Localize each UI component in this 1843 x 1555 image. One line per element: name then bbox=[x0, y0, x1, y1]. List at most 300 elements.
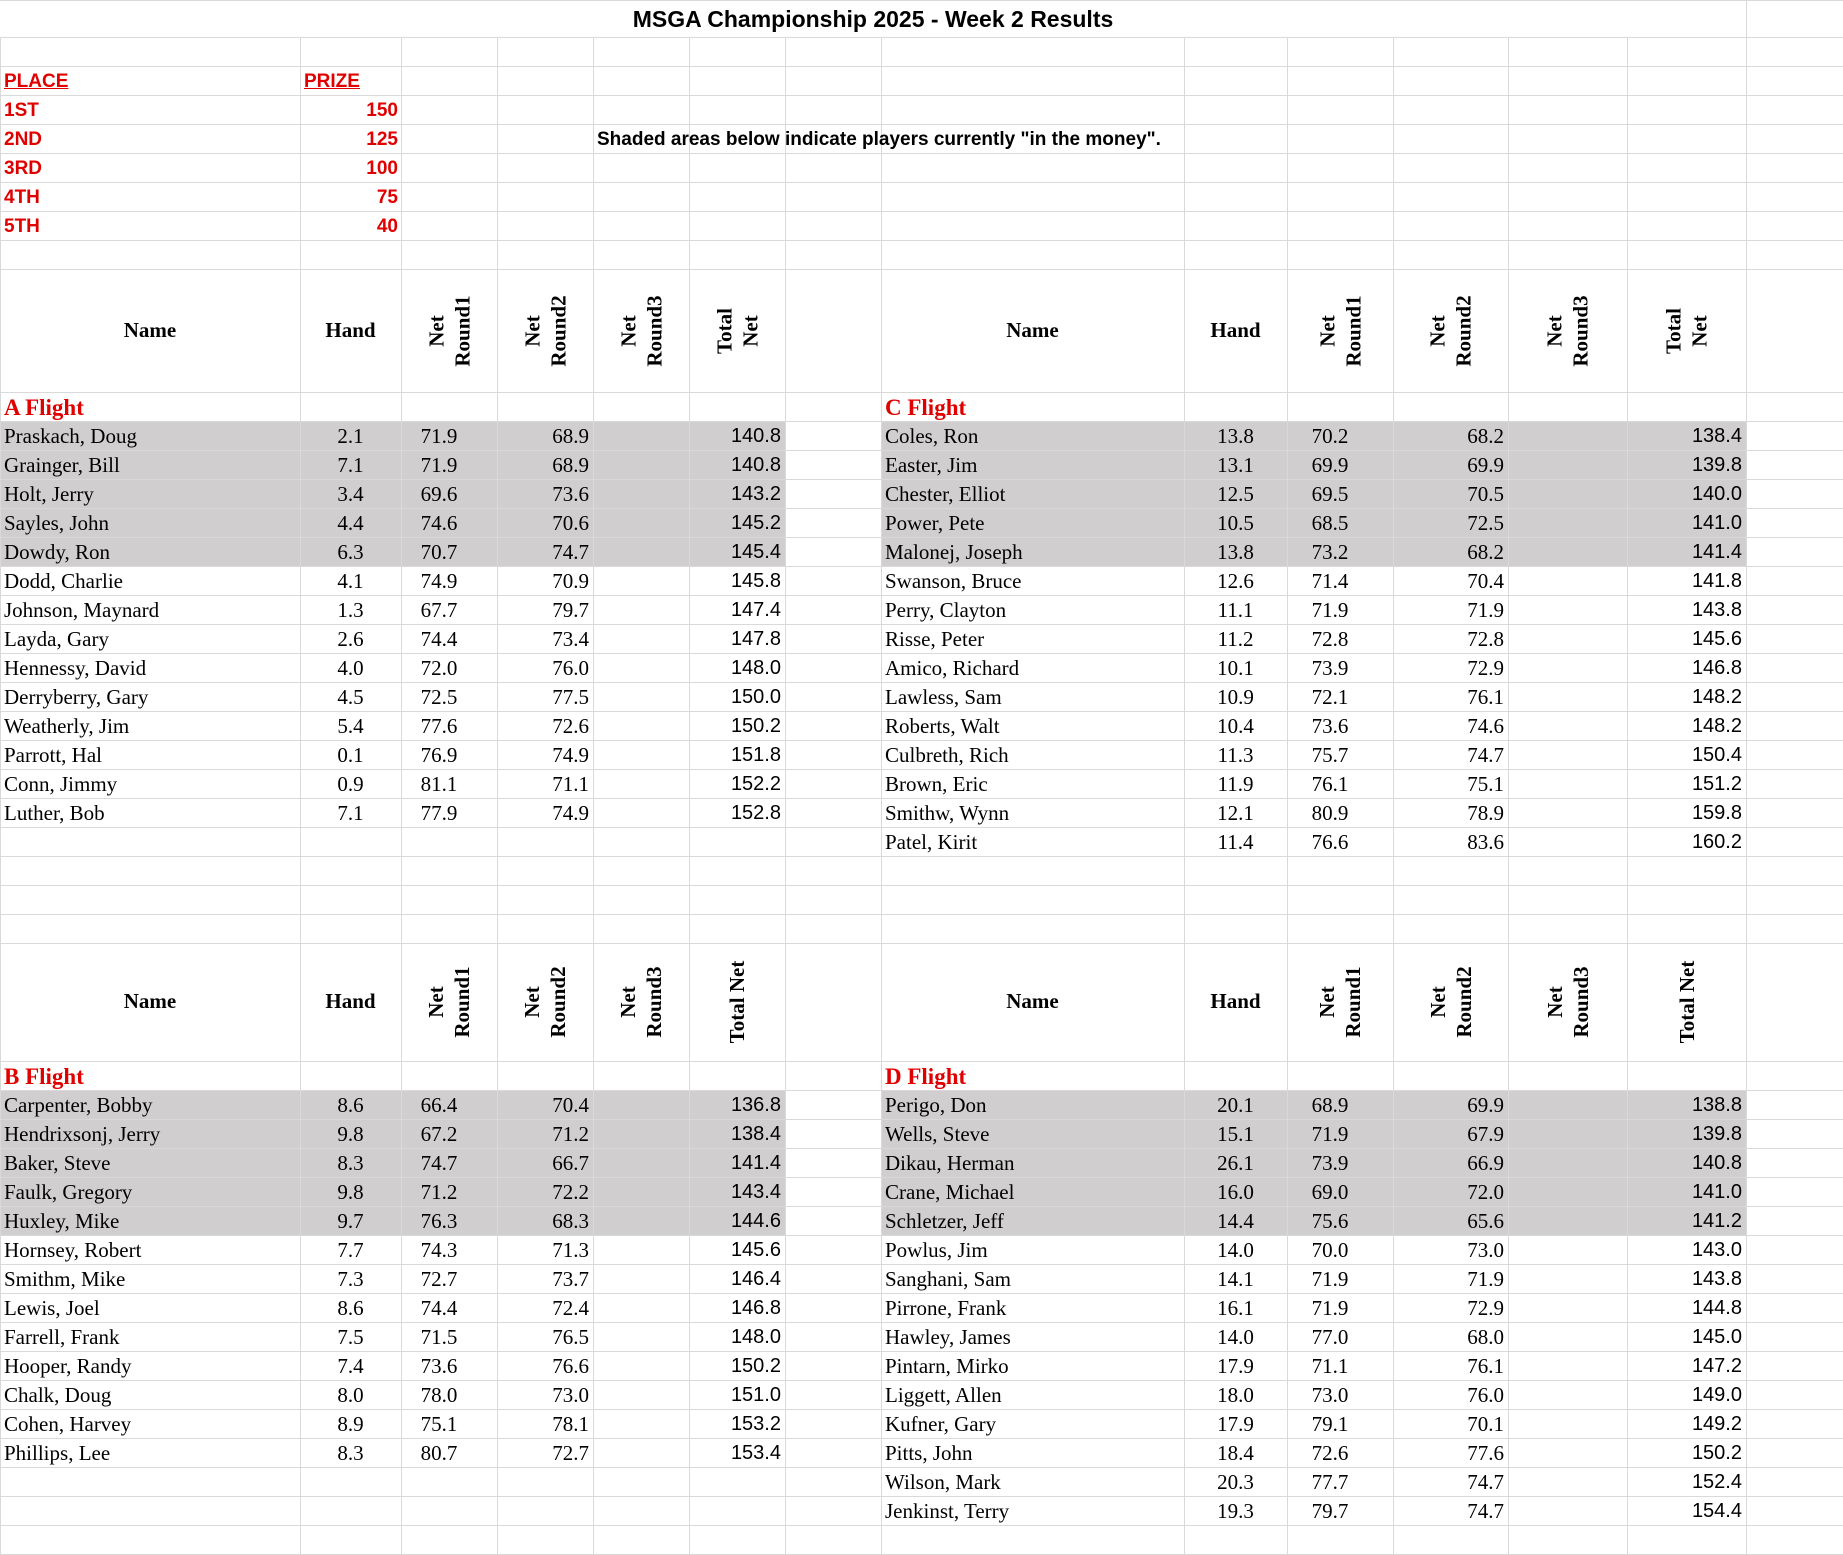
player-hand: 11.2 bbox=[1217, 627, 1254, 651]
player-total-net: 136.8 bbox=[730, 1094, 781, 1116]
player-net-round1: 74.9 bbox=[420, 569, 458, 593]
player-net-round2: 73.4 bbox=[552, 627, 589, 651]
player-total-net: 150.0 bbox=[730, 686, 781, 708]
player-net-round1: 69.5 bbox=[1311, 482, 1349, 506]
gridline-h bbox=[0, 885, 1843, 886]
player-name: Praskach, Doug bbox=[4, 424, 137, 448]
header-line: Net bbox=[616, 986, 640, 1018]
player-total-net: 151.8 bbox=[730, 744, 781, 766]
player-hand: 18.0 bbox=[1217, 1383, 1254, 1407]
player-net-round2: 71.3 bbox=[552, 1238, 589, 1262]
player-hand: 4.4 bbox=[337, 511, 364, 535]
player-net-round2: 72.2 bbox=[552, 1180, 589, 1204]
flight-label: B Flight bbox=[4, 1064, 84, 1089]
gridline-h bbox=[0, 769, 1843, 770]
gridline-h bbox=[0, 1119, 1843, 1120]
player-total-net: 146.8 bbox=[730, 1297, 781, 1319]
player-hand: 8.3 bbox=[337, 1441, 364, 1465]
gridline-v bbox=[1508, 37, 1509, 1554]
header-line: Net bbox=[1315, 314, 1339, 347]
player-hand: 4.5 bbox=[337, 685, 364, 709]
player-net-round2: 70.4 bbox=[552, 1093, 589, 1117]
prize-3: 100 bbox=[366, 158, 398, 179]
player-total-net: 140.8 bbox=[1691, 1152, 1742, 1174]
player-name: Wilson, Mark bbox=[885, 1470, 1001, 1494]
gridline-h bbox=[0, 711, 1843, 712]
header-line: Net bbox=[1542, 314, 1567, 347]
flight-label: C Flight bbox=[885, 395, 967, 420]
gridline-h bbox=[0, 479, 1843, 480]
player-total-net: 145.6 bbox=[1691, 628, 1742, 650]
header-net-round1 bbox=[1310, 273, 1370, 388]
header-total-net bbox=[1657, 273, 1717, 388]
player-name: Pitts, John bbox=[885, 1441, 973, 1465]
header-net-round3 bbox=[611, 947, 671, 1057]
player-net-round2: 73.0 bbox=[552, 1383, 589, 1407]
player-net-round2: 76.0 bbox=[552, 656, 589, 680]
header-net-round2 bbox=[515, 273, 575, 388]
player-name: Huxley, Mike bbox=[4, 1209, 120, 1233]
player-hand: 15.1 bbox=[1217, 1122, 1254, 1146]
gridline-h bbox=[0, 1090, 1843, 1091]
player-name: Wells, Steve bbox=[885, 1122, 990, 1146]
player-total-net: 140.8 bbox=[730, 425, 781, 447]
player-total-net: 147.8 bbox=[730, 628, 781, 650]
player-net-round1: 72.5 bbox=[420, 685, 458, 709]
player-net-round1: 77.6 bbox=[420, 714, 458, 738]
gridline-h bbox=[0, 124, 1843, 125]
player-net-round2: 70.5 bbox=[1467, 482, 1504, 506]
player-hand: 17.9 bbox=[1217, 1354, 1254, 1378]
player-net-round1: 73.9 bbox=[1311, 1151, 1349, 1175]
player-name: Dodd, Charlie bbox=[4, 569, 123, 593]
player-total-net: 141.8 bbox=[1691, 570, 1742, 592]
player-hand: 4.1 bbox=[337, 569, 364, 593]
header-net-round1 bbox=[419, 947, 479, 1057]
player-net-round2: 71.9 bbox=[1467, 1267, 1504, 1291]
player-name: Carpenter, Bobby bbox=[4, 1093, 153, 1117]
header-line: Total bbox=[1661, 307, 1686, 354]
player-net-round1: 72.1 bbox=[1311, 685, 1349, 709]
player-name: Brown, Eric bbox=[885, 772, 988, 796]
player-hand: 9.7 bbox=[337, 1209, 364, 1233]
player-name: Jenkinst, Terry bbox=[885, 1499, 1010, 1523]
player-net-round2: 71.9 bbox=[1467, 598, 1504, 622]
gridline-v bbox=[0, 37, 1, 1554]
player-net-round2: 77.5 bbox=[552, 685, 589, 709]
player-net-round2: 65.6 bbox=[1467, 1209, 1504, 1233]
header-line: Round1 bbox=[450, 294, 474, 367]
gridline-h bbox=[0, 1438, 1843, 1439]
gridline-h bbox=[0, 1177, 1843, 1178]
player-hand: 7.4 bbox=[337, 1354, 364, 1378]
player-total-net: 145.2 bbox=[730, 512, 781, 534]
player-net-round1: 76.1 bbox=[1311, 772, 1349, 796]
gridline-h bbox=[0, 240, 1843, 241]
gridline-h bbox=[0, 1061, 1843, 1062]
player-net-round1: 73.9 bbox=[1311, 656, 1349, 680]
player-hand: 20.3 bbox=[1217, 1470, 1254, 1494]
player-name: Malonej, Joseph bbox=[885, 540, 1023, 564]
player-total-net: 147.4 bbox=[730, 599, 781, 621]
player-hand: 0.1 bbox=[337, 743, 364, 767]
player-name: Perigo, Don bbox=[885, 1093, 987, 1117]
player-name: Chalk, Doug bbox=[4, 1383, 112, 1407]
player-total-net: 152.8 bbox=[730, 802, 781, 824]
player-net-round2: 74.7 bbox=[1467, 743, 1504, 767]
player-net-round2: 68.9 bbox=[552, 424, 589, 448]
player-net-round2: 70.6 bbox=[552, 511, 589, 535]
player-total-net: 149.2 bbox=[1691, 1413, 1742, 1435]
player-name: Hornsey, Robert bbox=[4, 1238, 142, 1262]
player-total-net: 146.4 bbox=[730, 1268, 781, 1290]
header-line: Round3 bbox=[1568, 294, 1593, 367]
player-net-round1: 67.7 bbox=[420, 598, 458, 622]
gridline-h bbox=[0, 537, 1843, 538]
player-name: Risse, Peter bbox=[885, 627, 985, 651]
player-hand: 1.3 bbox=[337, 598, 364, 622]
header-line: Net bbox=[1425, 314, 1450, 347]
page-title: MSGA Championship 2025 - Week 2 Results bbox=[632, 6, 1114, 32]
player-net-round1: 71.9 bbox=[1311, 1267, 1349, 1291]
player-name: Amico, Richard bbox=[885, 656, 1020, 680]
player-net-round1: 70.0 bbox=[1311, 1238, 1349, 1262]
player-name: Lawless, Sam bbox=[885, 685, 1002, 709]
player-name: Dowdy, Ron bbox=[4, 540, 110, 564]
player-net-round1: 73.6 bbox=[420, 1354, 458, 1378]
gridline-h bbox=[0, 1148, 1843, 1149]
player-net-round2: 69.9 bbox=[1467, 1093, 1504, 1117]
gridline-h bbox=[0, 182, 1843, 183]
player-net-round1: 77.9 bbox=[420, 801, 458, 825]
player-net-round2: 78.9 bbox=[1467, 801, 1504, 825]
header-net-round3 bbox=[1538, 273, 1598, 388]
player-net-round1: 66.4 bbox=[420, 1093, 458, 1117]
player-name: Cohen, Harvey bbox=[4, 1412, 132, 1436]
player-total-net: 139.8 bbox=[1691, 1123, 1742, 1145]
prize-1: 150 bbox=[366, 100, 398, 121]
player-total-net: 151.0 bbox=[730, 1384, 781, 1406]
gridline-h bbox=[0, 856, 1843, 857]
gridline-v bbox=[785, 37, 786, 1554]
player-total-net: 143.8 bbox=[1691, 1268, 1742, 1290]
header-hand: Hand bbox=[325, 317, 376, 342]
player-hand: 13.8 bbox=[1217, 540, 1254, 564]
header-line: Total bbox=[712, 307, 736, 354]
player-total-net: 154.4 bbox=[1691, 1500, 1742, 1522]
player-net-round1: 73.0 bbox=[1311, 1383, 1349, 1407]
player-hand: 13.8 bbox=[1217, 424, 1254, 448]
player-net-round1: 72.7 bbox=[420, 1267, 458, 1291]
player-net-round2: 76.5 bbox=[552, 1325, 589, 1349]
player-total-net: 140.0 bbox=[1691, 483, 1742, 505]
gridline-h bbox=[0, 798, 1843, 799]
player-net-round2: 83.6 bbox=[1467, 830, 1504, 854]
player-name: Hennessy, David bbox=[4, 656, 147, 680]
player-net-round1: 71.5 bbox=[420, 1325, 458, 1349]
player-hand: 14.4 bbox=[1217, 1209, 1254, 1233]
player-name: Power, Pete bbox=[885, 511, 985, 535]
player-name: Smithw, Wynn bbox=[885, 801, 1010, 825]
player-name: Hooper, Randy bbox=[4, 1354, 132, 1378]
header-total-net bbox=[1657, 947, 1717, 1057]
player-net-round1: 74.6 bbox=[420, 511, 458, 535]
player-net-round1: 71.9 bbox=[1311, 1296, 1349, 1320]
gridline-h bbox=[0, 682, 1843, 683]
header-net-round1 bbox=[1310, 947, 1370, 1057]
player-net-round1: 72.6 bbox=[1311, 1441, 1349, 1465]
player-net-round1: 72.0 bbox=[420, 656, 458, 680]
gridline-h bbox=[0, 1264, 1843, 1265]
player-hand: 17.9 bbox=[1217, 1412, 1254, 1436]
player-net-round2: 79.7 bbox=[552, 598, 589, 622]
player-name: Johnson, Maynard bbox=[4, 598, 160, 622]
header-hand: Hand bbox=[1210, 317, 1261, 342]
player-net-round1: 70.2 bbox=[1311, 424, 1349, 448]
in-the-money-notice: Shaded areas below indicate players currently "in the money". bbox=[597, 129, 1161, 150]
header-net-round1 bbox=[419, 273, 479, 388]
player-net-round1: 68.5 bbox=[1311, 511, 1349, 535]
player-name: Grainger, Bill bbox=[4, 453, 120, 477]
gridline-h bbox=[0, 66, 1843, 67]
player-net-round2: 74.7 bbox=[1467, 1470, 1504, 1494]
player-total-net: 150.4 bbox=[1691, 744, 1742, 766]
gridline-v bbox=[593, 37, 594, 1554]
header-line: Net bbox=[1542, 986, 1567, 1018]
player-name: Pintarn, Mirko bbox=[885, 1354, 1009, 1378]
player-hand: 8.6 bbox=[337, 1093, 364, 1117]
gridline-v bbox=[881, 37, 882, 1554]
prize-4: 75 bbox=[376, 187, 398, 208]
player-net-round2: 72.4 bbox=[552, 1296, 589, 1320]
player-name: Liggett, Allen bbox=[885, 1383, 1002, 1407]
player-hand: 9.8 bbox=[337, 1180, 364, 1204]
player-net-round2: 72.5 bbox=[1467, 511, 1504, 535]
player-total-net: 144.8 bbox=[1691, 1297, 1742, 1319]
player-name: Perry, Clayton bbox=[885, 598, 1007, 622]
gridline-h bbox=[0, 1380, 1843, 1381]
header-line: Net bbox=[424, 986, 448, 1018]
header-name: Name bbox=[1006, 989, 1059, 1013]
player-net-round2: 74.9 bbox=[552, 801, 589, 825]
player-net-round2: 76.0 bbox=[1467, 1383, 1504, 1407]
gridline-h bbox=[0, 95, 1843, 96]
player-net-round2: 72.8 bbox=[1467, 627, 1504, 651]
player-hand: 7.1 bbox=[337, 453, 364, 477]
header-net-round2 bbox=[1421, 273, 1481, 388]
player-total-net: 145.8 bbox=[730, 570, 781, 592]
prize-5: 40 bbox=[376, 216, 398, 237]
player-net-round1: 71.9 bbox=[420, 453, 458, 477]
header-net-round3 bbox=[1538, 947, 1598, 1057]
header-line: Net bbox=[1687, 314, 1712, 347]
player-total-net: 143.0 bbox=[1691, 1239, 1742, 1261]
header-line: Round3 bbox=[1568, 966, 1593, 1038]
player-hand: 8.0 bbox=[337, 1383, 364, 1407]
player-name: Parrott, Hal bbox=[4, 743, 102, 767]
player-net-round2: 72.9 bbox=[1467, 1296, 1504, 1320]
player-total-net: 138.8 bbox=[1691, 1094, 1742, 1116]
player-net-round1: 74.3 bbox=[420, 1238, 458, 1262]
player-net-round2: 71.2 bbox=[552, 1122, 589, 1146]
player-net-round1: 68.9 bbox=[1311, 1093, 1349, 1117]
gridline-h bbox=[0, 421, 1843, 422]
player-total-net: 140.8 bbox=[730, 454, 781, 476]
header-line: Net bbox=[738, 314, 762, 347]
player-net-round1: 71.4 bbox=[1311, 569, 1349, 593]
player-net-round1: 73.6 bbox=[1311, 714, 1349, 738]
player-net-round2: 74.9 bbox=[552, 743, 589, 767]
header-line: Round3 bbox=[642, 294, 666, 367]
player-net-round1: 76.9 bbox=[420, 743, 458, 767]
gridline-h bbox=[0, 914, 1843, 915]
player-hand: 10.5 bbox=[1217, 511, 1254, 535]
gridline-h bbox=[0, 508, 1843, 509]
player-hand: 11.9 bbox=[1217, 772, 1254, 796]
header-name: Name bbox=[123, 317, 177, 342]
player-name: Hendrixsonj, Jerry bbox=[4, 1122, 161, 1146]
header-line: Total Net bbox=[1674, 960, 1699, 1044]
player-total-net: 152.2 bbox=[730, 773, 781, 795]
player-net-round2: 70.9 bbox=[552, 569, 589, 593]
player-net-round1: 71.9 bbox=[1311, 598, 1349, 622]
gridline-h bbox=[0, 37, 1843, 38]
player-hand: 7.5 bbox=[337, 1325, 364, 1349]
gridline-h bbox=[0, 1206, 1843, 1207]
player-total-net: 153.4 bbox=[730, 1442, 781, 1464]
gridline-h bbox=[0, 827, 1843, 828]
player-name: Hawley, James bbox=[885, 1325, 1011, 1349]
gridline-h bbox=[0, 1525, 1843, 1526]
player-hand: 8.6 bbox=[337, 1296, 364, 1320]
player-net-round1: 74.4 bbox=[420, 627, 458, 651]
header-line: Net bbox=[520, 314, 544, 347]
header-net-round2 bbox=[515, 947, 575, 1057]
place-4: 4TH bbox=[4, 187, 40, 208]
player-name: Roberts, Walt bbox=[885, 714, 1000, 738]
player-name: Weatherly, Jim bbox=[4, 714, 130, 738]
player-total-net: 148.0 bbox=[730, 657, 781, 679]
player-net-round2: 74.7 bbox=[552, 540, 589, 564]
player-hand: 14.0 bbox=[1217, 1238, 1254, 1262]
player-hand: 7.7 bbox=[337, 1238, 364, 1262]
gridline-h bbox=[0, 450, 1843, 451]
player-name: Farrell, Frank bbox=[4, 1325, 120, 1349]
player-total-net: 141.4 bbox=[1691, 541, 1742, 563]
player-name: Kufner, Gary bbox=[885, 1412, 997, 1436]
player-net-round1: 70.7 bbox=[420, 540, 458, 564]
gridline-h bbox=[0, 1467, 1843, 1468]
player-name: Easter, Jim bbox=[885, 453, 978, 477]
player-hand: 16.0 bbox=[1217, 1180, 1254, 1204]
player-name: Crane, Michael bbox=[885, 1180, 1015, 1204]
player-total-net: 144.6 bbox=[730, 1210, 781, 1232]
player-total-net: 148.2 bbox=[1691, 686, 1742, 708]
gridline-h bbox=[0, 1409, 1843, 1410]
player-net-round1: 79.7 bbox=[1311, 1499, 1349, 1523]
player-net-round2: 72.0 bbox=[1467, 1180, 1504, 1204]
header-total-net bbox=[707, 947, 767, 1057]
place-1: 1ST bbox=[4, 100, 39, 121]
player-net-round2: 76.1 bbox=[1467, 1354, 1504, 1378]
player-net-round1: 71.9 bbox=[1311, 1122, 1349, 1146]
player-net-round2: 72.9 bbox=[1467, 656, 1504, 680]
player-hand: 12.6 bbox=[1217, 569, 1254, 593]
player-net-round1: 78.0 bbox=[420, 1383, 458, 1407]
player-total-net: 150.2 bbox=[730, 1355, 781, 1377]
player-net-round2: 67.9 bbox=[1467, 1122, 1504, 1146]
player-net-round1: 74.4 bbox=[420, 1296, 458, 1320]
player-net-round1: 80.9 bbox=[1311, 801, 1349, 825]
player-net-round1: 81.1 bbox=[420, 772, 458, 796]
header-line: Round2 bbox=[546, 966, 570, 1038]
player-net-round1: 77.0 bbox=[1311, 1325, 1349, 1349]
prize-2: 125 bbox=[366, 129, 398, 150]
player-net-round2: 69.9 bbox=[1467, 453, 1504, 477]
player-total-net: 148.0 bbox=[730, 1326, 781, 1348]
player-total-net: 139.8 bbox=[1691, 454, 1742, 476]
player-total-net: 141.4 bbox=[730, 1152, 781, 1174]
player-net-round2: 66.9 bbox=[1467, 1151, 1504, 1175]
player-hand: 18.4 bbox=[1217, 1441, 1254, 1465]
gridline-h bbox=[0, 211, 1843, 212]
player-net-round1: 71.1 bbox=[1311, 1354, 1349, 1378]
header-line: Round1 bbox=[1341, 966, 1365, 1038]
player-net-round2: 76.1 bbox=[1467, 685, 1504, 709]
gridline-h bbox=[0, 1322, 1843, 1323]
player-hand: 2.6 bbox=[337, 627, 364, 651]
player-hand: 16.1 bbox=[1217, 1296, 1254, 1320]
header-line: Round3 bbox=[642, 966, 666, 1038]
header-line: Round1 bbox=[1341, 294, 1365, 367]
player-net-round1: 69.0 bbox=[1311, 1180, 1349, 1204]
player-total-net: 138.4 bbox=[730, 1123, 781, 1145]
player-net-round2: 72.7 bbox=[552, 1441, 589, 1465]
place-3: 3RD bbox=[4, 158, 43, 179]
gridline-h bbox=[0, 1351, 1843, 1352]
header-line: Round1 bbox=[450, 966, 474, 1038]
player-net-round2: 68.9 bbox=[552, 453, 589, 477]
player-name: Baker, Steve bbox=[4, 1151, 111, 1175]
player-name: Smithm, Mike bbox=[4, 1267, 126, 1291]
player-hand: 2.1 bbox=[337, 424, 364, 448]
header-hand: Hand bbox=[325, 989, 376, 1013]
player-hand: 5.4 bbox=[337, 714, 364, 738]
player-total-net: 143.2 bbox=[730, 483, 781, 505]
player-net-round1: 69.9 bbox=[1311, 453, 1349, 477]
prize-header: PRIZE bbox=[304, 71, 360, 92]
player-hand: 10.1 bbox=[1217, 656, 1254, 680]
player-name: Chester, Elliot bbox=[885, 482, 1006, 506]
player-total-net: 145.4 bbox=[730, 541, 781, 563]
player-total-net: 141.2 bbox=[1691, 1210, 1742, 1232]
player-name: Culbreth, Rich bbox=[885, 743, 1009, 767]
player-total-net: 146.8 bbox=[1691, 657, 1742, 679]
player-net-round2: 68.2 bbox=[1467, 540, 1504, 564]
player-total-net: 160.2 bbox=[1691, 831, 1742, 853]
player-net-round1: 69.6 bbox=[420, 482, 458, 506]
player-name: Faulk, Gregory bbox=[4, 1180, 133, 1204]
player-net-round2: 76.6 bbox=[552, 1354, 589, 1378]
flight-label: A Flight bbox=[4, 395, 84, 420]
player-total-net: 143.4 bbox=[730, 1181, 781, 1203]
header-name: Name bbox=[123, 989, 177, 1013]
header-line: Net bbox=[1315, 986, 1339, 1018]
player-net-round2: 68.3 bbox=[552, 1209, 589, 1233]
player-hand: 11.3 bbox=[1217, 743, 1254, 767]
player-name: Phillips, Lee bbox=[4, 1441, 111, 1465]
player-net-round2: 78.1 bbox=[552, 1412, 589, 1436]
